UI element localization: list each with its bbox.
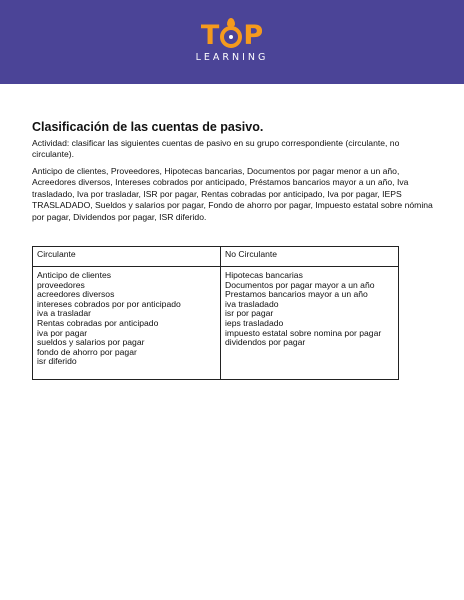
logo-flame-icon [227, 18, 235, 27]
list-item: dividendos por pagar [225, 337, 306, 348]
list-item: Prestamos bancarios mayor a un año [225, 289, 368, 300]
list-item: acreedores diversos [37, 289, 115, 300]
logo-letter-p: P [243, 20, 264, 51]
logo-letter-t: T [200, 20, 220, 51]
page-title: Clasificación de las cuentas de pasivo. [32, 120, 264, 134]
column-header-no-circulante: No Circulante [221, 247, 399, 267]
logo-subtitle: LEARNING [195, 52, 269, 63]
column-header-circulante: Circulante [33, 247, 221, 267]
circulante-cell [33, 267, 221, 380]
list-item: isr por pagar [225, 308, 274, 319]
list-item: proveedores [37, 279, 85, 290]
list-item: intereses cobrados por por anticipado [37, 298, 181, 309]
list-item: iva por pagar [37, 327, 88, 338]
logo-dot-icon [229, 35, 233, 39]
list-item: Documentos por pagar mayor a un año [225, 279, 375, 290]
accounts-list-text: Anticipo de clientes, Proveedores, Hipotecas bancarias, Documentos por pagar menor a un año, Acreedores diversos, Intereses cobrados por anticipado, Préstamos bancarios mayor a un año, Iva trasladado, Iva por trasladar, ISR por pagar, Rentas cobradas por anticipado, Iva por pagar, IEPS TRASLADADO, Sueldos y salarios por pagar, Fondo de ahorro por pagar, Impuesto estatal sobre nómina por pagar, Dividendos por pagar, ISR diferido. [32, 166, 433, 222]
activity-instructions: Actividad: clasificar las siguientes cuentas de pasivo en su grupo correspondiente (circulante, no circulante). [32, 138, 400, 160]
list-item: Hipotecas bancarias [225, 270, 303, 280]
logo-wordmark [201, 22, 263, 49]
classification-table [32, 246, 399, 380]
list-item: iva a trasladar [37, 308, 91, 319]
table-header-row [33, 247, 399, 267]
logo-flame-o-icon [220, 26, 242, 48]
header-banner [0, 0, 464, 84]
list-item: Anticipo de clientes [37, 270, 112, 280]
list-item: impuesto estatal sobre nomina por pagar [225, 327, 382, 338]
list-item: Rentas cobradas por anticipado [37, 317, 159, 328]
list-item: iva trasladado [225, 298, 279, 309]
no-circulante-cell [221, 267, 399, 380]
list-item: sueldos y salarios por pagar [37, 337, 145, 348]
top-learning-logo [0, 22, 464, 63]
table-row [33, 267, 399, 380]
list-item: isr diferido [37, 356, 77, 367]
list-item: ieps trasladado [225, 317, 284, 328]
list-item: fondo de ahorro por pagar [37, 346, 137, 357]
